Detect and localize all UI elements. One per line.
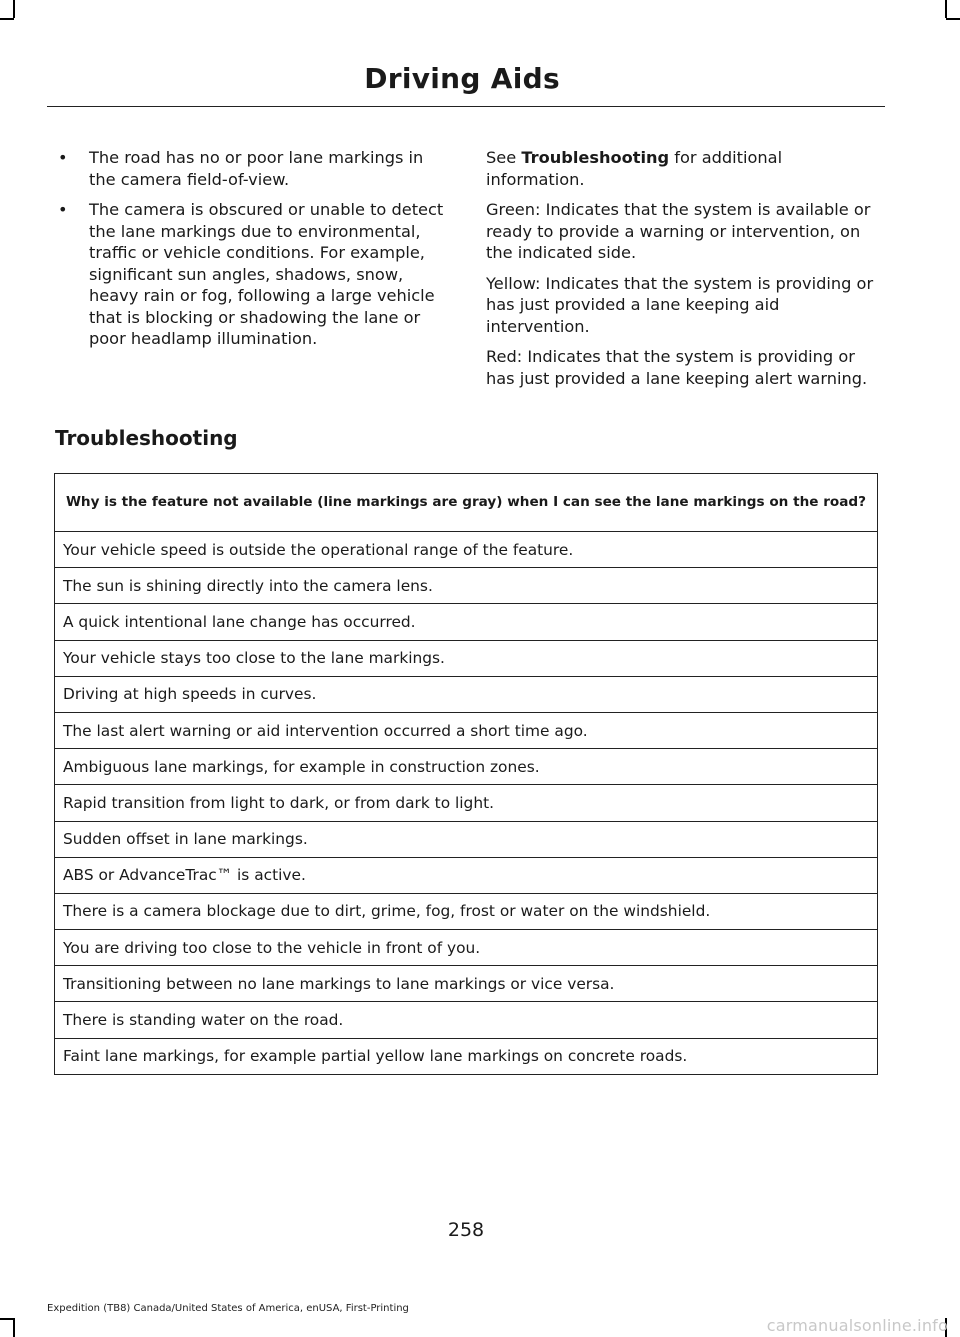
list-item bbox=[58, 147, 450, 190]
table-cell: Sudden offset in lane markings. bbox=[55, 821, 878, 857]
crop-mark-bottom-left-h bbox=[0, 1318, 14, 1320]
table-header: Why is the feature not available (line markings are gray) when I can see the lane markings on the road? bbox=[55, 474, 878, 532]
crop-mark-top-right-v bbox=[945, 0, 947, 18]
table-row bbox=[55, 749, 878, 785]
troubleshooting-link[interactable]: Troubleshooting bbox=[521, 148, 670, 167]
table-row bbox=[55, 966, 878, 1002]
page-title: Driving Aids bbox=[364, 62, 560, 95]
table-cell: A quick intentional lane change has occurred. bbox=[55, 604, 878, 640]
right-column bbox=[486, 147, 884, 398]
table-cell: Driving at high speeds in curves. bbox=[55, 676, 878, 712]
green-indicator-text: Green: Indicates that the system is available or ready to provide a warning or intervention, on the indicated side. bbox=[486, 200, 871, 262]
table-cell: Faint lane markings, for example partial yellow lane markings on concrete roads. bbox=[55, 1038, 878, 1074]
table-cell: The last alert warning or aid intervention occurred a short time ago. bbox=[55, 712, 878, 748]
crop-mark-top-left-v bbox=[13, 0, 15, 18]
see-suffix: for additional information. bbox=[486, 148, 783, 189]
conditions-list bbox=[58, 147, 450, 350]
table-row bbox=[55, 676, 878, 712]
see-prefix: See bbox=[486, 148, 522, 167]
table-row bbox=[55, 1038, 878, 1074]
crop-mark-top-left-h bbox=[0, 18, 14, 20]
table-row bbox=[55, 821, 878, 857]
table-row bbox=[55, 785, 878, 821]
troubleshooting-table bbox=[54, 473, 878, 1075]
table-row bbox=[55, 640, 878, 676]
table-cell: There is standing water on the road. bbox=[55, 1002, 878, 1038]
table-row bbox=[55, 930, 878, 966]
list-item-text: The camera is obscured or unable to detect the lane markings due to environmental, traffic or vehicle conditions. For example, significant sun angles, shadows, snow, heavy rain or fog, following a large vehicle that is blocking or shadowing the lane or poor headlamp illumination. bbox=[89, 200, 444, 348]
table-row bbox=[55, 857, 878, 893]
table-row bbox=[55, 893, 878, 929]
table-cell: ABS or AdvanceTrac™ is active. bbox=[55, 857, 878, 893]
watermark: carmanualsonline.info bbox=[766, 1316, 948, 1335]
bullet-icon: • bbox=[58, 200, 68, 219]
table-cell: Transitioning between no lane markings to lane markings or vice versa. bbox=[55, 966, 878, 1002]
table-cell: The sun is shining directly into the camera lens. bbox=[55, 568, 878, 604]
section-heading: Troubleshooting bbox=[55, 426, 238, 450]
crop-mark-bottom-left-v bbox=[13, 1318, 15, 1337]
table-row bbox=[55, 1002, 878, 1038]
table-row bbox=[55, 568, 878, 604]
list-item-text: The road has no or poor lane markings in the camera field-of-view. bbox=[89, 148, 424, 189]
table-row bbox=[55, 532, 878, 568]
crop-mark-top-right-h bbox=[946, 18, 960, 20]
table-cell: Ambiguous lane markings, for example in construction zones. bbox=[55, 749, 878, 785]
yellow-indicator-text: Yellow: Indicates that the system is providing or has just provided a lane keeping aid intervention. bbox=[486, 273, 874, 336]
list-item bbox=[58, 199, 450, 350]
bullet-icon: • bbox=[58, 148, 68, 167]
table-cell: Your vehicle stays too close to the lane markings. bbox=[55, 640, 878, 676]
table-row bbox=[55, 712, 878, 748]
table-cell: Rapid transition from light to dark, or from dark to light. bbox=[55, 785, 878, 821]
footer-text: Expedition (TB8) Canada/United States of America, enUSA, First-Printing bbox=[47, 1303, 409, 1314]
header-divider bbox=[47, 106, 885, 107]
table-cell: There is a camera blockage due to dirt, grime, fog, frost or water on the windshield. bbox=[55, 893, 878, 929]
table-cell: You are driving too close to the vehicle in front of you. bbox=[55, 930, 878, 966]
table-cell: Your vehicle speed is outside the operational range of the feature. bbox=[55, 532, 878, 568]
page-number: 258 bbox=[447, 1219, 485, 1241]
table-header-row bbox=[55, 474, 878, 532]
table-row bbox=[55, 604, 878, 640]
red-indicator-text: Red: Indicates that the system is providing or has just provided a lane keeping alert warning. bbox=[486, 347, 868, 388]
see-reference bbox=[486, 147, 884, 190]
left-column bbox=[58, 147, 450, 359]
